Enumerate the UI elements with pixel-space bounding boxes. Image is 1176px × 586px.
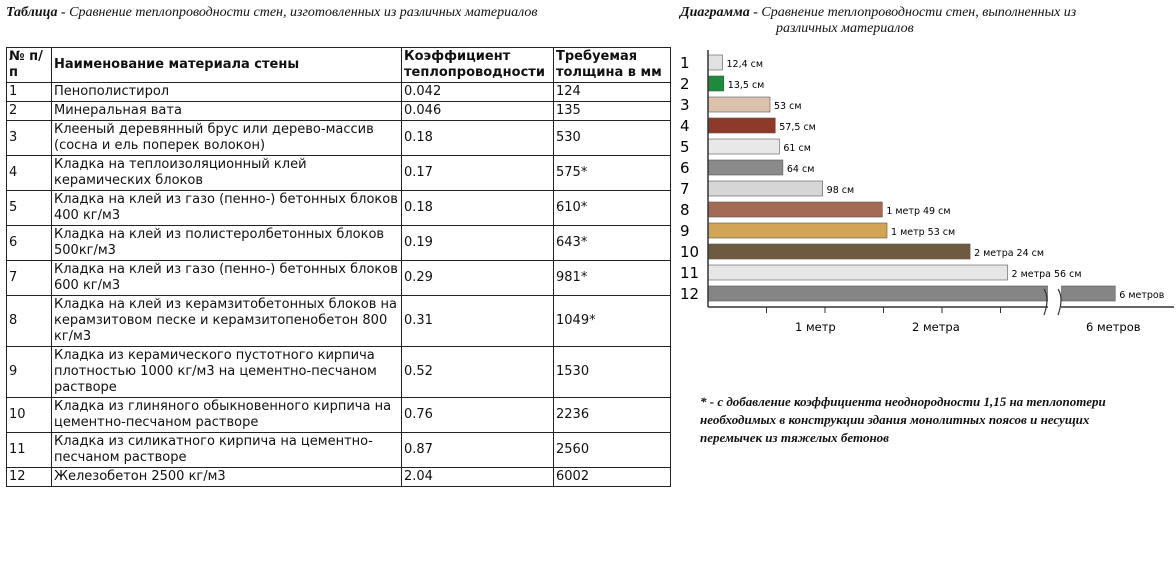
bar-label: 1 метр 53 см bbox=[891, 227, 956, 238]
header-number: № п/п bbox=[7, 48, 52, 83]
bar-9 bbox=[708, 223, 887, 238]
cell-thickness: 610* bbox=[554, 191, 671, 226]
cell-coefficient: 0.18 bbox=[402, 191, 554, 226]
cell-number: 5 bbox=[7, 191, 52, 226]
bar-number: 2 bbox=[680, 75, 690, 93]
bar-number: 6 bbox=[680, 159, 690, 177]
cell-material: Железобетон 2500 кг/м3 bbox=[52, 468, 402, 487]
cell-coefficient: 2.04 bbox=[402, 468, 554, 487]
cell-thickness: 643* bbox=[554, 226, 671, 261]
cell-thickness: 2560 bbox=[554, 433, 671, 468]
bar-label: 12,4 см bbox=[726, 59, 764, 70]
cell-number: 4 bbox=[7, 156, 52, 191]
cell-coefficient: 0.046 bbox=[402, 102, 554, 121]
cell-coefficient: 0.52 bbox=[402, 347, 554, 398]
cell-number: 10 bbox=[7, 398, 52, 433]
cell-material: Кладка из глиняного обыкновенного кирпича на цементно-песчаном растворе bbox=[52, 398, 402, 433]
header-material: Наименование материала стены bbox=[52, 48, 402, 83]
bar-2 bbox=[708, 76, 724, 91]
cell-material: Кладка на клей из керамзитобетонных блоков на керамзитовом песке и керамзитопенобетон 800 кг/м3 bbox=[52, 296, 402, 347]
x-axis-label: 6 метров bbox=[1086, 320, 1141, 334]
cell-material: Минеральная вата bbox=[52, 102, 402, 121]
cell-coefficient: 0.19 bbox=[402, 226, 554, 261]
cell-coefficient: 0.87 bbox=[402, 433, 554, 468]
cell-thickness: 575* bbox=[554, 156, 671, 191]
bar-number: 11 bbox=[680, 264, 700, 282]
bar-label: 1 метр 49 см bbox=[886, 206, 951, 217]
bar-5 bbox=[708, 139, 779, 154]
table-row bbox=[7, 226, 671, 261]
table-row bbox=[7, 347, 671, 398]
table-row bbox=[7, 156, 671, 191]
bar-number: 1 bbox=[680, 54, 690, 72]
bar-6 bbox=[708, 160, 783, 175]
x-axis-label: 2 метра bbox=[912, 320, 960, 334]
bar-number: 4 bbox=[680, 117, 690, 135]
table-row bbox=[7, 468, 671, 487]
cell-number: 11 bbox=[7, 433, 52, 468]
bar-number: 5 bbox=[680, 138, 690, 156]
bar-number: 3 bbox=[680, 96, 690, 114]
table-row bbox=[7, 121, 671, 156]
table-row bbox=[7, 433, 671, 468]
cell-material: Кладка на клей из газо (пенно-) бетонных блоков 600 кг/м3 bbox=[52, 261, 402, 296]
cell-thickness: 1049* bbox=[554, 296, 671, 347]
cell-number: 8 bbox=[7, 296, 52, 347]
cell-number: 12 bbox=[7, 468, 52, 487]
bar-number: 10 bbox=[680, 243, 700, 261]
cell-coefficient: 0.31 bbox=[402, 296, 554, 347]
cell-number: 1 bbox=[7, 83, 52, 102]
bar-label: 98 см bbox=[826, 185, 855, 196]
cell-thickness: 1530 bbox=[554, 347, 671, 398]
cell-coefficient: 0.29 bbox=[402, 261, 554, 296]
table-row bbox=[7, 102, 671, 121]
cell-number: 2 bbox=[7, 102, 52, 121]
bar-label: 57,5 см bbox=[779, 122, 816, 133]
thickness-diagram bbox=[676, 50, 1176, 350]
bar-11 bbox=[708, 265, 1008, 280]
diagram-title: Диаграмма - Сравнение теплопроводности стен, выполненных из различных материалов bbox=[680, 5, 1077, 36]
bar-number: 9 bbox=[680, 222, 690, 240]
table-row bbox=[7, 261, 671, 296]
bar-label: 2 метра 24 см bbox=[974, 248, 1045, 259]
cell-thickness: 530 bbox=[554, 121, 671, 156]
cell-material: Кладка из керамического пустотного кирпича плотностью 1000 кг/м3 на цементно-песчаном растворе bbox=[52, 347, 402, 398]
thermal-conductivity-table bbox=[6, 47, 671, 487]
cell-coefficient: 0.042 bbox=[402, 83, 554, 102]
cell-coefficient: 0.76 bbox=[402, 398, 554, 433]
cell-material: Клееный деревянный брус или дерево-массив (сосна и ель поперек волокон) bbox=[52, 121, 402, 156]
header-thickness: Требуемая толщина в мм bbox=[554, 48, 671, 83]
footnote: * - с добавление коэффициента неоднородности 1,15 на теплопотери необходимых в конструкции здания монолитных поясов и несущих перемычек из тяжелых бетонов bbox=[700, 394, 1106, 445]
bar-1 bbox=[708, 55, 723, 70]
bar-number: 12 bbox=[680, 285, 700, 303]
header-coefficient: Коэффициент теплопроводности bbox=[402, 48, 554, 83]
bar-4 bbox=[708, 118, 775, 133]
bar-number: 8 bbox=[680, 201, 690, 219]
bar-label: 2 метра 56 см bbox=[1011, 269, 1082, 280]
cell-number: 6 bbox=[7, 226, 52, 261]
table-row bbox=[7, 191, 671, 226]
cell-material: Кладка на клей из полистеролбетонных блоков 500кг/м3 bbox=[52, 226, 402, 261]
bar-10 bbox=[708, 244, 970, 259]
bar-number: 7 bbox=[680, 180, 690, 198]
table-title: Таблица - Сравнение теплопроводности стен, изготовленных из различных материалов bbox=[6, 5, 538, 20]
cell-number: 9 bbox=[7, 347, 52, 398]
x-axis-label: 1 метр bbox=[795, 320, 836, 334]
bar-label: 13,5 см bbox=[727, 80, 765, 91]
cell-thickness: 124 bbox=[554, 83, 671, 102]
table-row bbox=[7, 296, 671, 347]
bar-label: 64 см bbox=[786, 164, 815, 175]
bar-3 bbox=[708, 97, 770, 112]
cell-number: 3 bbox=[7, 121, 52, 156]
cell-material: Кладка из силикатного кирпича на цементно-песчаном растворе bbox=[52, 433, 402, 468]
cell-thickness: 2236 bbox=[554, 398, 671, 433]
bar-8 bbox=[708, 202, 882, 217]
cell-number: 7 bbox=[7, 261, 52, 296]
cell-coefficient: 0.18 bbox=[402, 121, 554, 156]
bar-label: 53 см bbox=[774, 101, 802, 112]
cell-thickness: 981* bbox=[554, 261, 671, 296]
table-row bbox=[7, 83, 671, 102]
cell-material: Кладка на теплоизоляционный клей керамических блоков bbox=[52, 156, 402, 191]
table-row bbox=[7, 398, 671, 433]
cell-thickness: 6002 bbox=[554, 468, 671, 487]
cell-thickness: 135 bbox=[554, 102, 671, 121]
bar-label: 6 метров bbox=[1119, 290, 1165, 301]
bar-7 bbox=[708, 181, 823, 196]
table-header-row bbox=[7, 48, 671, 83]
axis-break-gap bbox=[1048, 283, 1061, 304]
bar-label: 61 см bbox=[783, 143, 811, 154]
cell-material: Пенополистирол bbox=[52, 83, 402, 102]
cell-coefficient: 0.17 bbox=[402, 156, 554, 191]
cell-material: Кладка на клей из газо (пенно-) бетонных блоков 400 кг/м3 bbox=[52, 191, 402, 226]
